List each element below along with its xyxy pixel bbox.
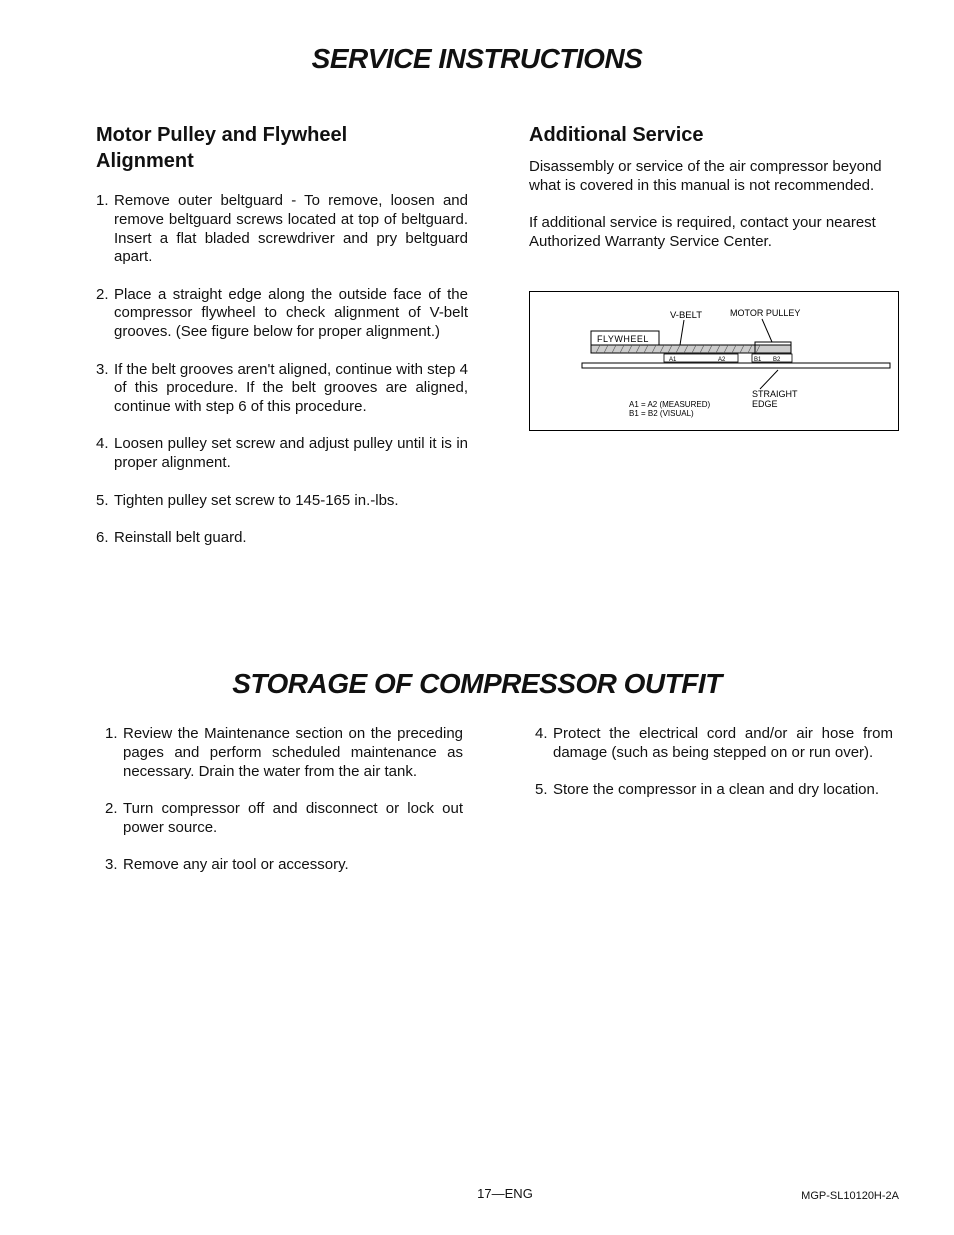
step-number: 1.: [105, 725, 118, 742]
b1-label: B1: [754, 357, 762, 363]
step-number: 5.: [96, 491, 109, 509]
step-number: 1.: [96, 192, 109, 209]
document-code: MGP-SL10120H-2A: [801, 1190, 899, 1202]
alignment-diagram: [530, 292, 898, 430]
v-belt-label: V-BELT: [670, 310, 703, 321]
step-number: 4.: [535, 725, 548, 742]
step-text: Remove outer beltguard - To remove, loosen and remove beltguard screws located at top of beltguard. Insert a flat bladed screwdriver and pry beltguard apart.: [114, 192, 468, 266]
flywheel-label: FLYWHEEL: [597, 334, 649, 344]
additional-service-para-2: If additional service is required, contact your nearest Authorized Warranty Service Center.: [529, 214, 876, 250]
step-number: 4.: [96, 435, 109, 453]
a1-label: A1: [669, 357, 677, 363]
step-number: 5.: [535, 781, 548, 799]
list-item: [105, 800, 463, 838]
list-item: [96, 435, 468, 473]
a2-label: A2: [718, 357, 726, 363]
step-text: Store the compressor in a clean and dry location.: [553, 781, 880, 799]
edge-label: EDGE: [752, 399, 778, 409]
step-number: 3.: [105, 855, 118, 873]
list-item: [96, 286, 468, 342]
legend-line-2: B1 = B2 (VISUAL): [629, 409, 694, 418]
list-item: [105, 856, 463, 875]
step-number: 2.: [105, 799, 118, 817]
motor-pulley-pointer: [762, 319, 772, 342]
straight-edge-shape: [582, 363, 890, 368]
motor-pulley-label: MOTOR PULLEY: [730, 308, 801, 318]
step-number: 2.: [96, 285, 109, 303]
step-text: Place a straight edge along the outside face of the compressor flywheel to check alignment of V-belt grooves. (See figure below for proper alignment.): [114, 285, 468, 341]
step-text: Turn compressor off and disconnect or lock out power source.: [123, 799, 463, 836]
step-text: Protect the electrical cord and/or air hose from damage (such as being stepped on or run over).: [553, 725, 893, 761]
alignment-figure: [529, 291, 899, 431]
list-item: [96, 361, 468, 417]
service-instructions-title: SERVICE INSTRUCTIONS: [311, 43, 643, 74]
straight-label: STRAIGHT: [752, 389, 798, 399]
legend-line-1: A1 = A2 (MEASURED): [629, 400, 711, 409]
storage-steps-right: [535, 725, 893, 818]
step-text: Review the Maintenance section on the preceding pages and perform scheduled maintenance as necessary. Drain the water from the air tank.: [123, 725, 463, 780]
page-number: 17—ENG: [477, 1186, 533, 1201]
list-item: [96, 529, 468, 548]
step-text: Reinstall belt guard.: [114, 528, 247, 546]
step-text: If the belt grooves aren't aligned, continue with step 4 of this procedure. If the belt grooves are aligned, continue with step 6 of this procedure.: [114, 360, 468, 416]
step-number: 6.: [96, 528, 109, 546]
straight-edge-pointer: [760, 370, 778, 389]
additional-service-para-1: Disassembly or service of the air compressor beyond what is covered in this manual is not recommended.: [529, 158, 882, 194]
storage-title: STORAGE OF COMPRESSOR OUTFIT: [232, 668, 722, 699]
list-item: [105, 725, 463, 781]
step-text: Remove any air tool or accessory.: [123, 855, 349, 873]
step-text: Tighten pulley set screw to 145-165 in.-lbs.: [114, 491, 399, 509]
list-item: [96, 192, 468, 267]
v-belt-pointer: [680, 320, 684, 345]
pulley-steps-list: [96, 192, 468, 566]
step-number: 3.: [96, 360, 109, 378]
additional-service-heading: Additional Service: [529, 124, 704, 146]
v-belt-shape: [591, 345, 791, 353]
list-item: [535, 725, 893, 763]
step-text: Loosen pulley set screw and adjust pulley until it is in proper alignment.: [114, 435, 468, 472]
storage-steps-left: [105, 725, 463, 893]
pulley-alignment-heading: Motor Pulley and Flywheel Alignment: [96, 124, 348, 172]
list-item: [535, 781, 893, 800]
list-item: [96, 492, 468, 511]
b2-label: B2: [773, 357, 781, 363]
